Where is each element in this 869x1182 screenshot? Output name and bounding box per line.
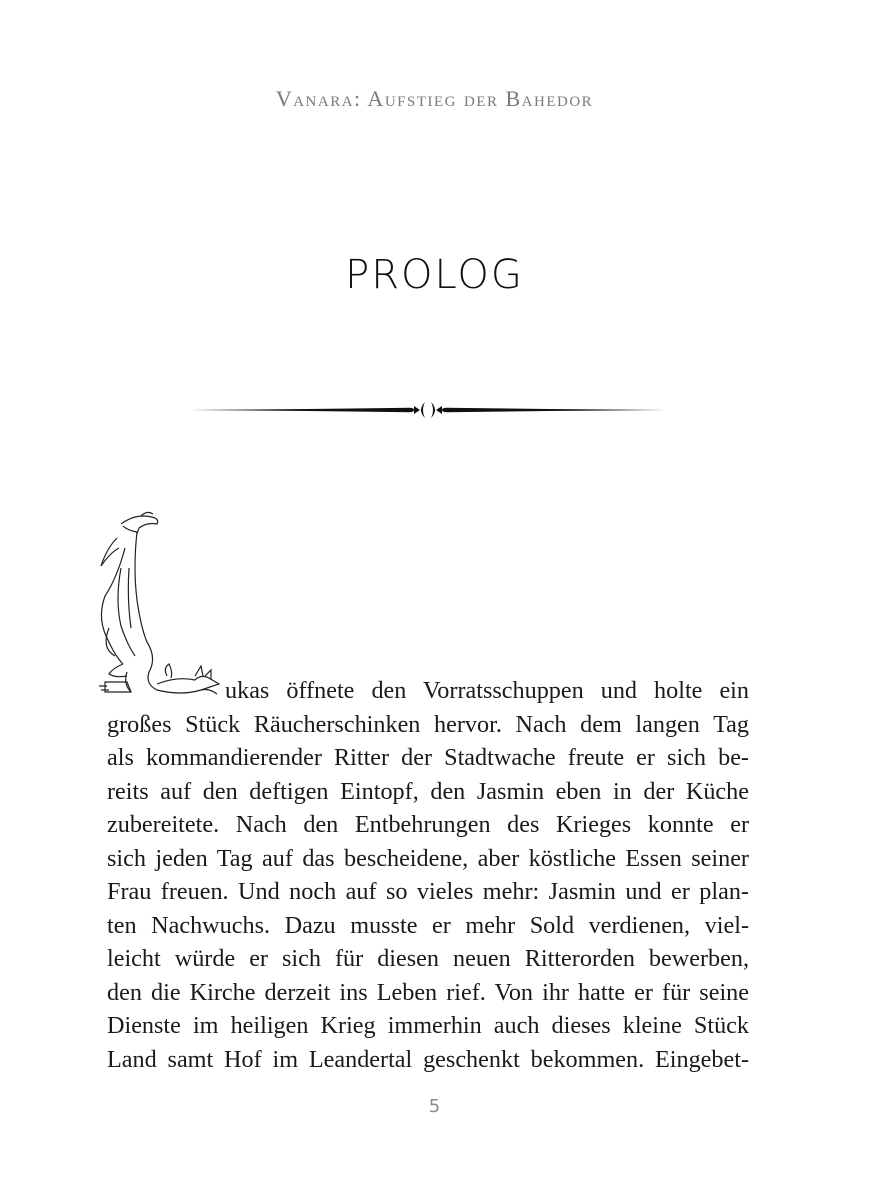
text-line: Frau freuen. Und noch auf so vieles mehr: Jasmin und er plan- xyxy=(107,878,749,905)
prologue-paragraph xyxy=(107,674,749,1076)
flourish-divider-icon xyxy=(188,398,668,422)
running-header: Vanara: Aufstieg der Bahedor xyxy=(275,86,594,111)
text-line: ten Nachwuchs. Dazu musste er mehr Sold verdienen, viel- xyxy=(107,911,749,939)
text-line: Land samt Hof im Leandertal geschenkt bekommen. Eingebet- xyxy=(107,1045,749,1073)
text-line: den die Kirche derzeit ins Leben rief. Von ihr hatte er für seine xyxy=(107,978,749,1006)
text-line: ukas öffnete den Vorratsschuppen und holte ein xyxy=(225,677,749,704)
text-line: Dienste im heiligen Krieg immerhin auch dieses kleine Stück xyxy=(107,1012,749,1039)
page-number: 5 xyxy=(428,1096,441,1117)
chapter-title: PROLOG xyxy=(345,252,524,298)
text-line: als kommandierender Ritter der Stadtwache freute er sich be- xyxy=(107,744,749,771)
text-line: zubereitete. Nach den Entbehrungen des Krieges konnte er xyxy=(107,811,749,838)
text-line: großes Stück Räucherschinken hervor. Nach dem langen Tag xyxy=(107,710,749,738)
text-line: leicht würde er sich für diesen neuen Ritterorden bewerben, xyxy=(107,945,749,972)
text-line: sich jeden Tag auf das bescheidene, aber köstliche Essen seiner xyxy=(107,844,749,872)
text-line: reits auf den deftigen Eintopf, den Jasmin eben in der Küche xyxy=(107,777,749,805)
dragon-initial-icon xyxy=(97,508,221,700)
